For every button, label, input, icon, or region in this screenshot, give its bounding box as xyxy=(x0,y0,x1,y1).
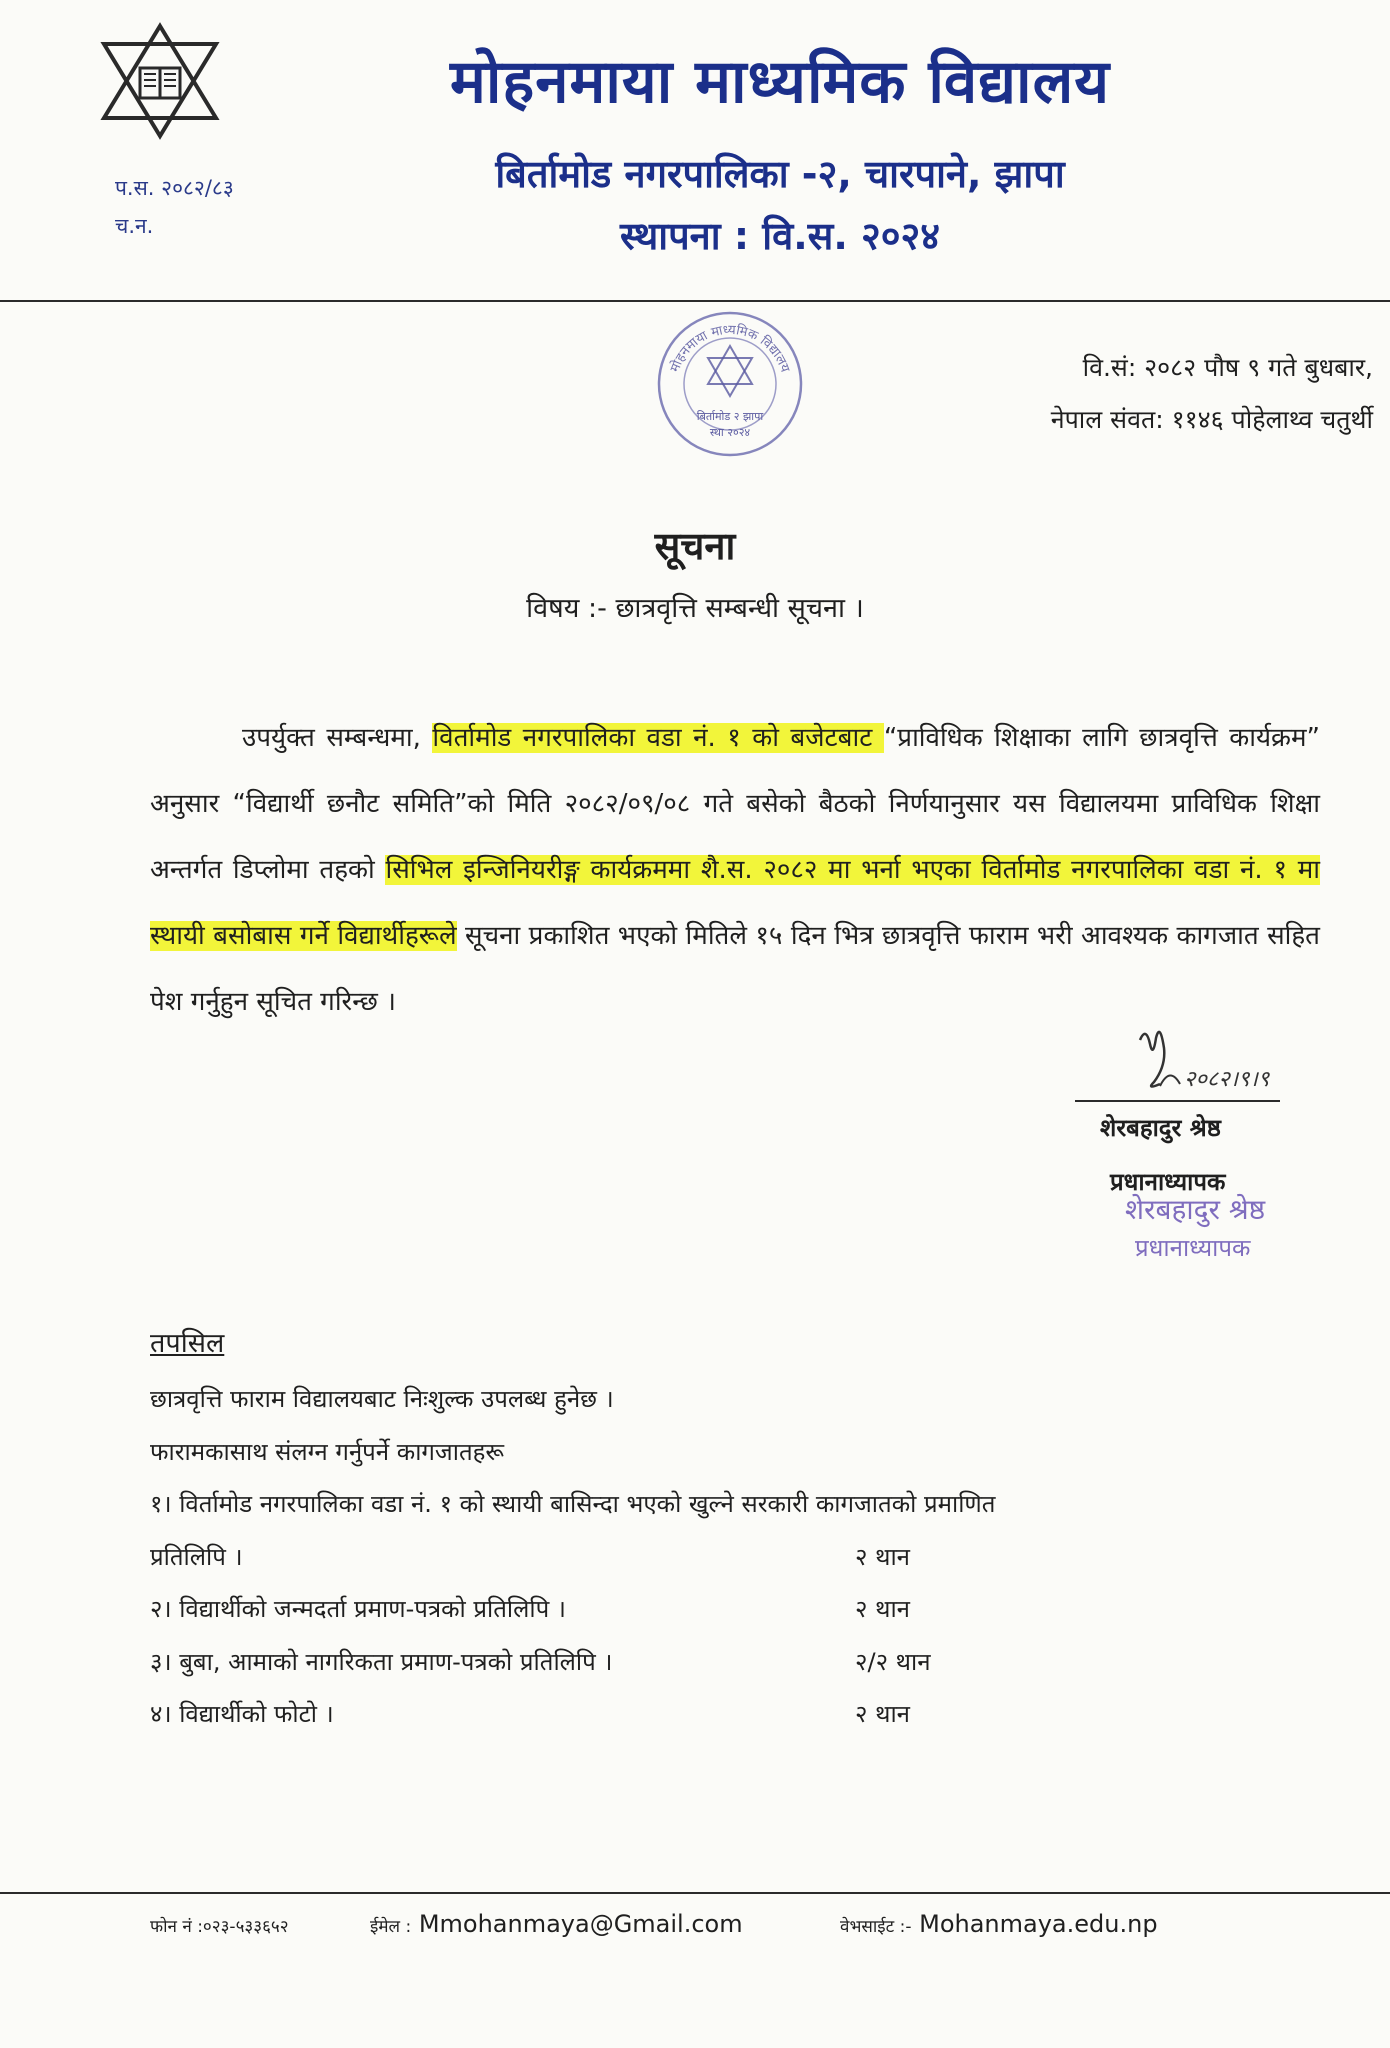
notice-highlight-1: विर्तामोड नगरपालिका वडा नं. १ को बजेटबाट xyxy=(432,723,884,753)
signature-line xyxy=(1075,1100,1280,1102)
stamp-bottom-line2: स्था २०२४ xyxy=(709,426,751,439)
established-year: स्थापना : वि.स. २०२४ xyxy=(619,214,941,258)
school-round-stamp xyxy=(656,310,804,458)
footer-phone xyxy=(150,1912,289,1936)
notice-body-part2: “प्राविधिक शिक्षाका लागि छात्रवृत्ति कार्यक्रम” अनुसार “विद्यार्थी छनौट समिति”को मिति २०८२/०९/०८ गते बसेको बैठको निर्णयानुसार यस विद्यालयमा प्राविधिक शिक्षा अन्तर्गत डिप्लोमा तहको xyxy=(150,723,1321,885)
annex-item-4: ४। विद्यार्थीको फोटो । xyxy=(150,1700,334,1728)
notice-body-part1: उपर्युक्त सम्बन्धमा, xyxy=(242,723,433,753)
date-bikram-sambat: वि.सं: २०८२ पौष ९ गते बुधबार, xyxy=(1082,353,1373,382)
annex-item-1: १। विर्तामोड नगरपालिका वडा नं. १ को स्थायी बासिन्दा भएको खुल्ने सरकारी कागजातको प्रमाणित xyxy=(150,1490,996,1518)
notice-title: सूचना xyxy=(654,524,736,568)
handwritten-signature xyxy=(1100,1020,1300,1100)
notice-body-part3: सूचना प्रकाशित भएको मितिले १५ दिन भित्र छात्रवृत्ति फाराम भरी आवश्यक कागजात सहित पेश गर्नुहुन सूचित गरिन्छ । xyxy=(150,921,1321,1017)
school-logo xyxy=(95,22,225,140)
seal-signer-designation: प्रधानाध्यापक xyxy=(1135,1234,1251,1262)
annex-item-1-qty: २ थान xyxy=(855,1543,910,1571)
notice-subject: विषय :- छात्रवृत्ति सम्बन्धी सूचना । xyxy=(526,593,864,624)
date-nepal-sambat: नेपाल संवत: ११४६ पोहेलाथ्व चतुर्थी xyxy=(1050,405,1373,434)
footer-website-label: वेभसाईट :- xyxy=(840,1917,912,1937)
footer-email xyxy=(370,1912,743,1936)
annex-item-1-cont: प्रतिलिपि । xyxy=(150,1543,243,1571)
dispatch-number: च.न. xyxy=(115,214,154,238)
annex-heading: तपसिल xyxy=(150,1328,225,1359)
notice-highlight-2: सिभिल इन्जिनियरीङ्ग कार्यक्रममा शै.स. २०८२ मा भर्ना भएका विर्तामोड नगरपालिका वडा नं. १ मा स्थायी बसोबास गर्ने विद्यार्थीहरूले xyxy=(150,855,1320,951)
annex-item-2: २। विद्यार्थीको जन्मदर्ता प्रमाण-पत्रको प्रतिलिपि । xyxy=(150,1595,566,1623)
annex-line-documents: फारामकासाथ संलग्न गर्नुपर्ने कागजातहरू xyxy=(150,1438,505,1466)
footer-email-label: ईमेल : xyxy=(370,1917,412,1937)
school-name: मोहनमाया माध्यमिक विद्यालय xyxy=(449,47,1111,117)
footer-phone-text: फोन नं :०२३-५३३६५२ xyxy=(150,1917,289,1937)
annex-item-3: ३। बुबा, आमाको नागरिकता प्रमाण-पत्रको प्रतिलिपि । xyxy=(150,1648,613,1676)
school-address: बिर्तामोड नगरपालिका -२, चारपाने, झापा xyxy=(495,152,1065,196)
annex-line-form-free: छात्रवृत्ति फाराम विद्यालयबाट निःशुल्क उपलब्ध हुनेछ । xyxy=(150,1385,614,1413)
notice-body xyxy=(150,705,1320,1035)
header-divider xyxy=(0,300,1390,302)
signer-name: शेरबहादुर श्रेष्ठ xyxy=(1100,1114,1221,1142)
footer-website xyxy=(840,1912,1158,1936)
annex-item-4-qty: २ थान xyxy=(855,1700,910,1728)
signature-date: २०८२।९।९ xyxy=(1184,1067,1270,1092)
annex-item-2-qty: २ थान xyxy=(855,1595,910,1623)
seal-signer-name: शेरबहादुर श्रेष्ठ xyxy=(1125,1193,1266,1226)
stamp-bottom-line1: बिर्तामोड २ झापा xyxy=(696,410,764,423)
reference-number: प.स. २०८२/८३ xyxy=(115,176,234,200)
annex-item-3-qty: २/२ थान xyxy=(855,1648,931,1676)
footer-divider xyxy=(0,1892,1390,1894)
footer-website-url[interactable]: Mohanmaya.edu.np xyxy=(919,1910,1158,1938)
footer-email-address[interactable]: Mmohanmaya@Gmail.com xyxy=(418,1910,743,1938)
signer-designation: प्रधानाध्यापक xyxy=(1110,1168,1226,1196)
stamp-top-text: मोहनमाया माध्यमिक विद्यालय xyxy=(667,322,793,375)
